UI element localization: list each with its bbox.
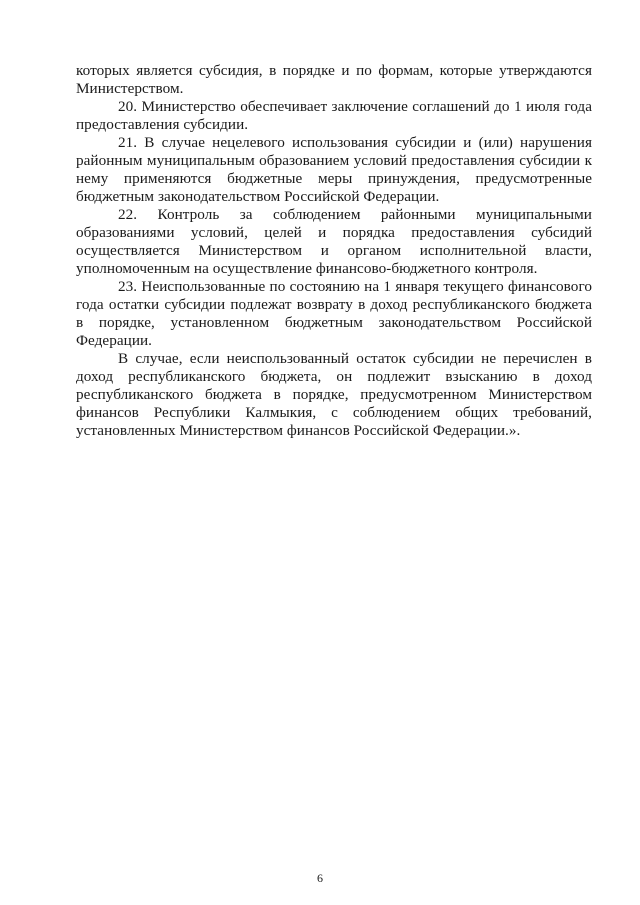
document-body <box>76 62 592 440</box>
page-number: 6 <box>317 871 323 885</box>
paragraph-20: 20. Министерство обеспечивает заключение соглашений до 1 июля года предоставления субсидии. <box>76 98 592 133</box>
paragraph-23-continuation: В случае, если неиспользованный остаток субсидии не перечислен в доход республиканского бюджета, он подлежит взысканию в доход республиканского бюджета в порядке, предусмотренном Министерством финансов Республики Калмыкия, с соблюдением общих требований, установленных Министерством финансов Российской Федерации.». <box>76 350 592 439</box>
paragraph-23: 23. Неиспользованные по состоянию на 1 января текущего финансового года остатки субсидии подлежат возврату в доход республиканского бюджета в порядке, установленном бюджетным законодательством Российской Федерации. <box>76 278 592 349</box>
paragraph-continuation: которых является субсидия, в порядке и по формам, которые утверждаются Министерством. <box>76 62 592 97</box>
paragraph-22: 22. Контроль за соблюдением районными муниципальными образованиями условий, целей и порядка предоставления субсидий осуществляется Министерством и органом исполнительной власти, уполномоченным на осуществление финансово-бюджетного контроля. <box>76 206 592 277</box>
paragraph-21: 21. В случае нецелевого использования субсидии и (или) нарушения районным муниципальным образованием условий предоставления субсидии к нему применяются бюджетные меры принуждения, предусмотренные бюджетным законодательством Российской Федерации. <box>76 134 592 205</box>
